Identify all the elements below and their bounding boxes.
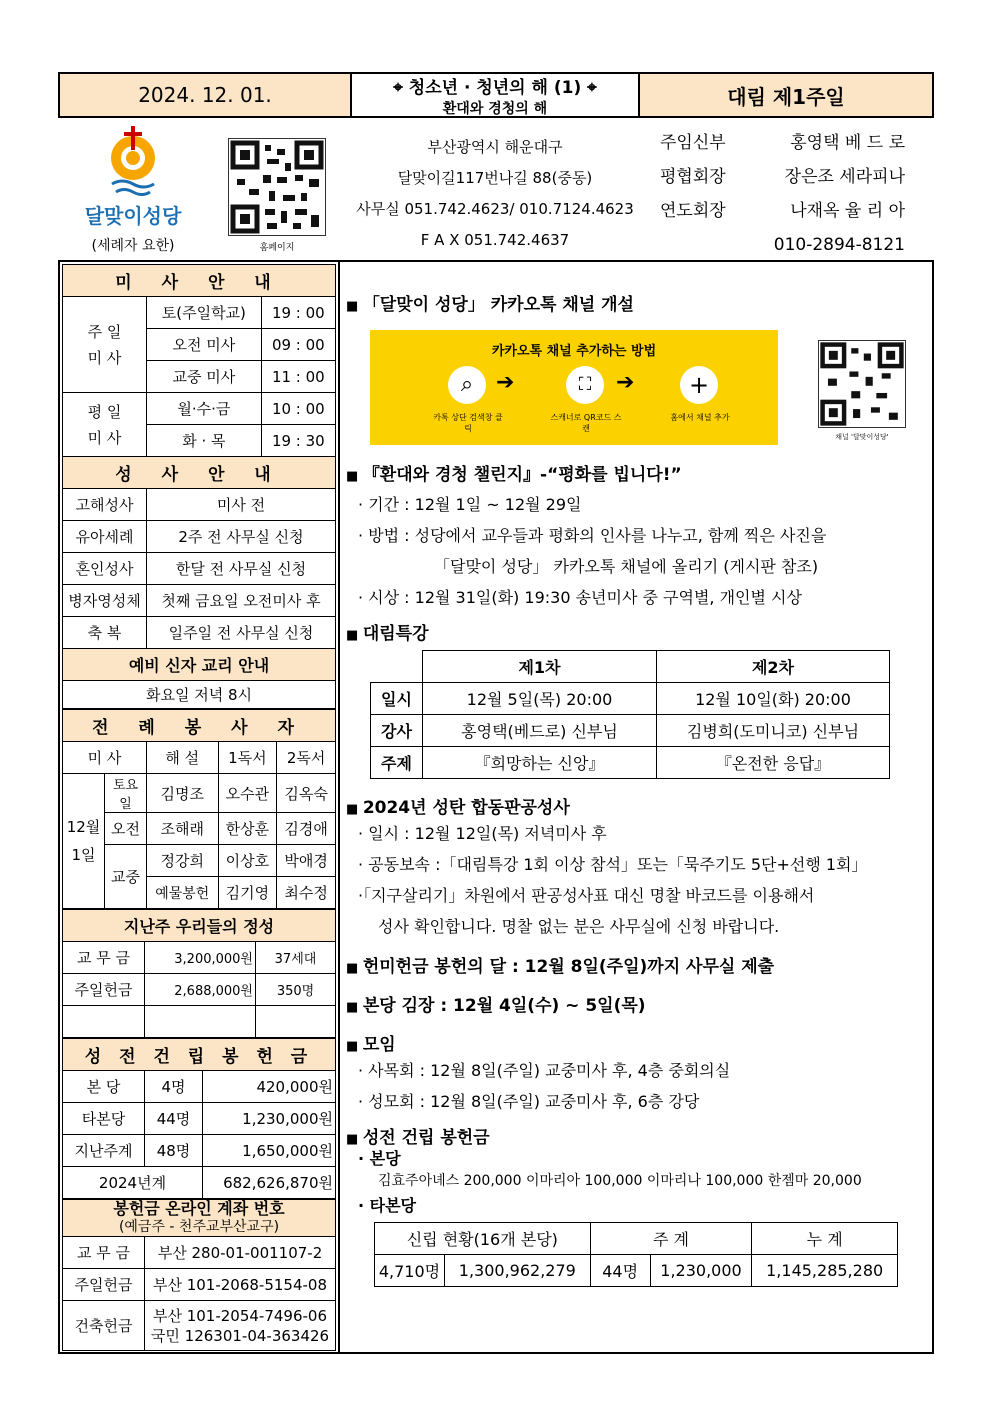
news-body	[346, 460, 930, 1287]
left-column	[62, 264, 336, 1351]
kakao-qr-code[interactable]	[818, 340, 906, 428]
column-divider	[338, 260, 340, 1354]
cross-moon-icon	[98, 126, 168, 196]
banner-title: 카카오톡 채널 추가하는 방법	[491, 344, 657, 359]
sacrament-title: 성 사 안 내	[63, 457, 336, 489]
mass-table: 미 사 안 내 주 일 미 사 토(주일학교) 19 : 00 오전 미사 09 : 00 교중 미사 11 : 00 평 일 미 사 월·수·금 10 : 00 화 · 목 19 : 30 성 사 안 내 고해성사 미사 전 유아세례 2주 전 사무실 신청 혼인성사 한달 전 사무실 신청 병자영성체 첫째 금요일 오전미사 후 축 복 일주일 전 사무실 신청 예비 신자 교리 안내 화요일 저녁 8시	[62, 264, 336, 709]
address-line1: 부산광역시 해운대구	[427, 138, 563, 156]
kimchi-notice: ■ 본당 김장 : 12월 4일(수) ~ 5일(목)	[346, 991, 930, 1016]
staff-row: 주임신부 홍영택 베 드 로	[660, 133, 905, 153]
plus-icon: +	[680, 366, 718, 404]
header-bar	[58, 72, 934, 118]
penance-heading: ■ 2024년 성탄 합동판공성사	[346, 793, 930, 818]
text-line: 김효주아녜스 200,000 이마리아 100,000 이마리나 100,000 한젬마 20,000	[378, 1173, 862, 1189]
text-line: · 일시 : 12월 12일(목) 저녁미사 후	[358, 824, 607, 843]
text-line: · 성모회 : 12월 8일(주일) 교중미사 후, 6층 강당	[358, 1092, 700, 1111]
staff-row: 010-2894-8121	[773, 235, 905, 255]
text-line: · 방법 : 성당에서 교우들과 평화의 인사를 나누고, 함께 찍은 사진을	[358, 526, 827, 545]
catechism-time: 화요일 저녁 8시	[63, 681, 336, 709]
office-phone: 사무실 051.742.4623/ 010.7124.4623	[356, 200, 634, 218]
fax-number: F A X 051.742.4637	[420, 231, 570, 249]
parish-contact	[350, 132, 640, 256]
qr-caption: 홈페이지	[259, 243, 295, 253]
scan-icon: ⛶	[566, 366, 604, 404]
arrow-icon: ➔	[616, 370, 635, 395]
address-line2: 달맞이길117번나길 88(중동)	[397, 169, 593, 187]
text-line: · 본당	[358, 1149, 401, 1168]
text-line: · 기간 : 12월 1일 ~ 12월 29일	[358, 495, 582, 514]
text-line: · 시상 : 12월 31일(화) 19:30 송년미사 중 구역별, 개인별 시상	[358, 588, 802, 607]
staff-row: 연도회장 나재옥 율 리 아	[660, 201, 905, 221]
theme-title: ⌖ 청소년 · 청년의 해 (1) ⌖	[393, 77, 597, 98]
parish-logo	[78, 126, 188, 256]
text-line: ·「지구살리기」차원에서 판공성사표 대신 명찰 바코드를 이용해서	[358, 886, 815, 905]
kakao-heading: ■ 「달맞이 성당」 카카오톡 채널 개설	[346, 290, 926, 315]
step-label: 홈에서 채널 추가	[670, 413, 730, 422]
meeting-heading: ■ 모임	[346, 1030, 930, 1055]
servers-table: 전 례 봉 사 자 미 사 해 설 1독서 2독서 12월 1일 토요일 김명조 오수관 김옥숙 오전 조해래 한상훈 김경애 교중 정강희 이상호 박애경 예물봉헌 김기영 최수정	[62, 709, 336, 909]
sunday-mass-label: 주 일 미 사	[63, 297, 147, 393]
advent-heading: ■ 대림특강	[346, 619, 930, 644]
building-fund-table: 성 전 건 립 봉 헌 금 본 당 4명 420,000원 타본당 44명 1,230,000원 지난주계 48명 1,650,000원 2024년계 682,626,870원	[62, 1038, 336, 1199]
year-theme	[352, 74, 640, 116]
staff-list	[660, 126, 905, 262]
theme-subtitle: 환대와 경청의 해	[442, 100, 548, 117]
building-heading: ■ 성전 건립 봉헌금	[346, 1123, 930, 1148]
weekday-mass-label: 평 일 미 사	[63, 393, 147, 457]
step-label: 카톡 상단 검색창 클릭	[433, 413, 503, 433]
text-line: 「달맞이 성당」 카카오톡 채널에 올리기 (게시판 참조)	[434, 557, 819, 576]
text-line: · 사목회 : 12월 8일(주일) 교중미사 후, 4층 중회의실	[358, 1061, 731, 1080]
staff-row: 평협회장 장은조 세라피나	[660, 167, 905, 187]
kakao-qr-caption: 채널 '달맞이성당'	[835, 433, 889, 441]
text-line: 성사 확인합니다. 명찰 없는 분은 사무실에 신청 바랍니다.	[378, 917, 780, 936]
server-date: 12월 1일	[63, 774, 105, 909]
homepage-qr-code[interactable]	[228, 138, 326, 236]
text-line: · 공동보속 :「대림특강 1회 이상 참석」또는「묵주기도 5단+선행 1회」	[358, 855, 868, 874]
text-line: · 타본당	[358, 1196, 417, 1215]
advent-table: 제1차 제2차 일시 12월 5일(목) 20:00 12월 10일(화) 20:00 강사 홍영택(베드로) 신부님 김병희(도미니코) 신부님 주제 『희망하는 신앙』 『온전한 응답』	[370, 650, 890, 779]
other-parish-table: 신립 현황(16개 본당) 주 계 누 계 4,710명 1,300,962,279 44명 1,230,000 1,145,285,280	[374, 1222, 898, 1287]
right-column	[346, 290, 926, 315]
catechism-title: 예비 신자 교리 안내	[63, 649, 336, 681]
parish-patron: (세례자 요한)	[91, 238, 175, 254]
bulletin-date: 2024. 12. 01.	[60, 74, 352, 116]
challenge-heading: ■ 『환대와 경청 챌린지』-“평화를 빕니다!”	[346, 460, 930, 485]
parish-name: 달맞이성당	[84, 204, 182, 228]
search-icon: ⌕	[448, 366, 486, 404]
offering-table: 지난주 우리들의 정성 교 무 금 3,200,000원 37세대 주일헌금 2,688,000원 350명	[62, 909, 336, 1038]
arrow-icon: ➔	[496, 370, 515, 395]
account-table: 봉헌금 온라인 계좌 번호 (예금주 - 천주교부산교구) 교 무 금 부산 280-01-001107-2 주일헌금 부산 101-2068-5154-08 건축헌금 부산 101-2054-7496-06 국민 126301-04-363426	[62, 1199, 336, 1351]
liturgical-season: 대림 제1주일	[640, 74, 932, 116]
mass-title: 미 사 안 내	[63, 265, 336, 297]
donation-notice: ■ 헌미헌금 봉헌의 달 : 12월 8일(주일)까지 사무실 제출	[346, 952, 930, 977]
kakao-banner	[370, 330, 778, 445]
step-label: 스캐너로 QR코드 스캔	[550, 413, 622, 433]
